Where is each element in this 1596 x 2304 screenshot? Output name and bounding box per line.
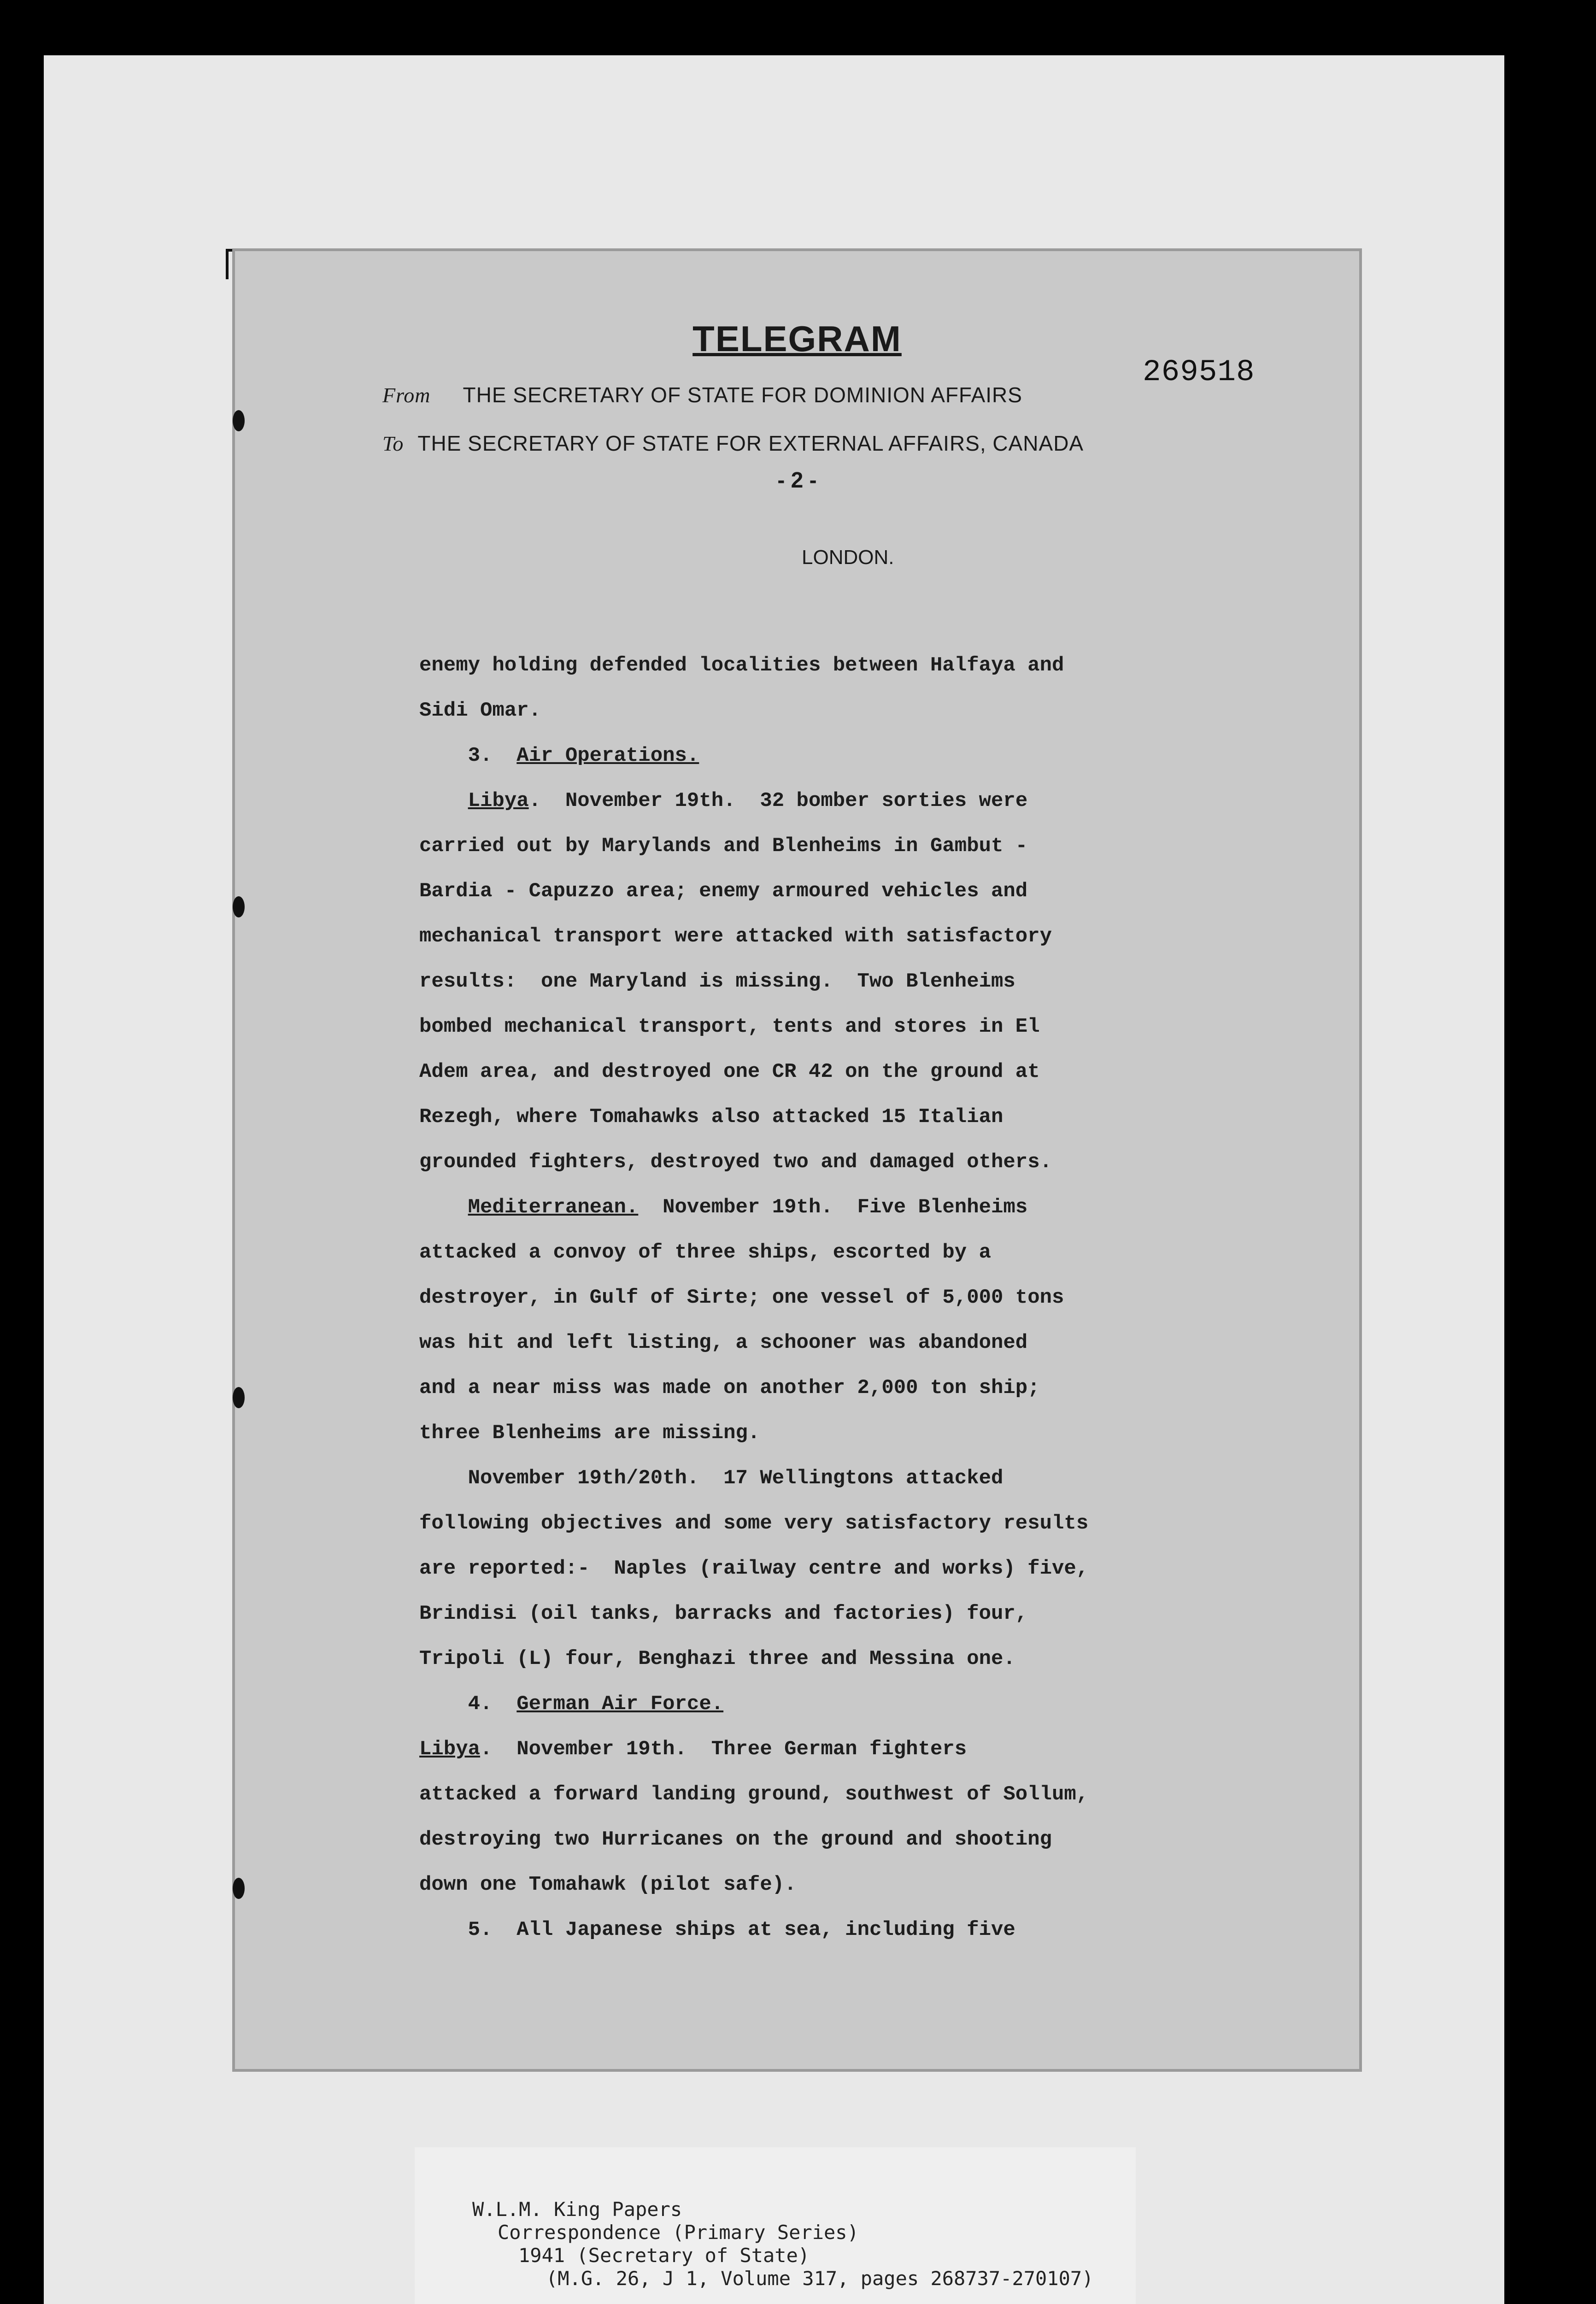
from-line [382,382,1022,407]
body-line: Bardia - Capuzzo area; enemy armoured vehicles and [419,880,1028,903]
section-title: German Air Force. [516,1693,724,1716]
body-line: mechanical transport were attacked with satisfactory [419,925,1052,948]
citation-label [415,2147,1136,2304]
body-line: Rezegh, where Tomahawks also attacked 15 Italian [419,1105,1003,1128]
to-text: THE SECRETARY OF STATE FOR EXTERNAL AFFAIRS, CANADA [417,431,1084,455]
body-text-span: November 19th. Five Blenheims [638,1196,1028,1219]
body-line [419,778,1332,823]
body-line [419,1907,1332,1952]
telegram-body [419,643,1332,1952]
body-line: grounded fighters, destroyed two and damaged others. [419,1151,1052,1174]
body-line: bombed mechanical transport, tents and stores in El [419,1015,1040,1038]
body-text-span: November 19th/20th. 17 Wellingtons attacked [468,1467,1003,1490]
page-number: - 2 - [777,468,817,493]
section-heading [419,1681,1332,1727]
citation-line: 1941 (Secretary of State) [518,2244,810,2267]
body-text-span: . November 19th. Three German fighters [480,1738,967,1761]
region-label: Libya [468,789,529,812]
body-line: Brindisi (oil tanks, barracks and factories) four, [419,1602,1028,1625]
body-line [419,1185,1332,1230]
serial-number: 269518 [1143,355,1255,389]
body-line: carried out by Marylands and Blenheims in Gambut - [419,835,1028,858]
body-text-span: 5. All Japanese ships at sea, including five [468,1918,1015,1941]
telegram-page [235,251,1359,2069]
body-line: Adem area, and destroyed one CR 42 on the ground at [419,1060,1040,1083]
citation-line: (M.G. 26, J 1, Volume 317, pages 268737-270107) [546,2267,1094,2290]
body-line: down one Tomahawk (pilot safe). [419,1873,797,1896]
region-label: Mediterranean. [468,1196,639,1219]
body-line: Tripoli (L) four, Benghazi three and Messina one. [419,1647,1015,1670]
body-line [419,1456,1332,1501]
body-line [419,1727,1332,1772]
body-line: attacked a forward landing ground, southwest of Sollum, [419,1783,1089,1806]
punch-hole [233,410,245,431]
document-title: TELEGRAM [692,318,902,359]
from-label: From [382,383,431,407]
section-number: 4. [468,1693,493,1716]
body-line: Sidi Omar. [419,699,541,722]
body-line: three Blenheims are missing. [419,1422,760,1445]
section-number: 3. [468,744,493,767]
body-line: enemy holding defended localities between Halfaya and [419,654,1064,677]
body-line: was hit and left listing, a schooner was abandoned [419,1331,1028,1354]
region-label: Libya [419,1738,481,1761]
body-line: destroying two Hurricanes on the ground and shooting [419,1828,1052,1851]
from-text: THE SECRETARY OF STATE FOR DOMINION AFFAIRS [463,383,1022,407]
body-text-span: . November 19th. 32 bomber sorties were [528,789,1028,812]
city-label: LONDON. [802,546,894,569]
punch-hole [233,1387,245,1408]
section-heading [419,733,1332,778]
body-line: destroyer, in Gulf of Sirte; one vessel of 5,000 tons [419,1286,1064,1309]
to-line [382,431,1084,456]
body-line: are reported:- Naples (railway centre and works) five, [419,1557,1089,1580]
citation-line: Correspondence (Primary Series) [498,2221,859,2244]
punch-hole [233,1878,245,1899]
body-line: following objectives and some very satisfactory results [419,1512,1089,1535]
section-title: Air Operations. [516,744,699,767]
citation-line: W.L.M. King Papers [472,2198,682,2221]
punch-hole [233,896,245,917]
to-label: To [382,432,404,455]
body-line: and a near miss was made on another 2,000 ton ship; [419,1376,1040,1399]
body-line: results: one Maryland is missing. Two Blenheims [419,970,1015,993]
body-line: attacked a convoy of three ships, escorted by a [419,1241,992,1264]
